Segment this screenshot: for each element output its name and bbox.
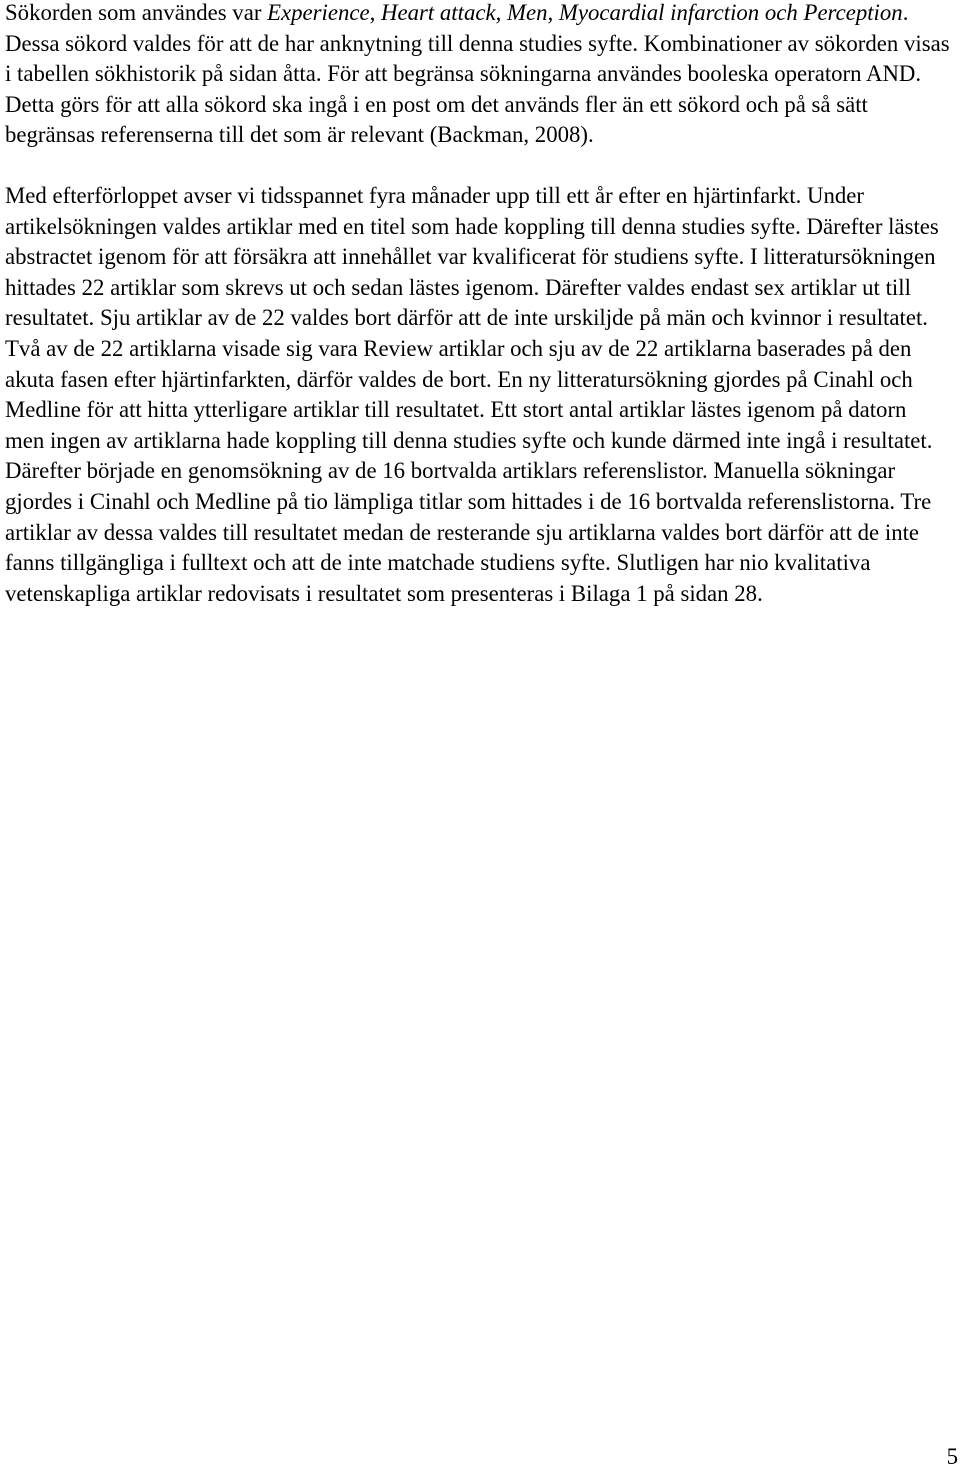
paragraph-search-terms [5, 0, 950, 151]
document-page [5, 0, 950, 609]
search-terms-italic: Experience, Heart attack, Men, Myocardial infarction och Perception [267, 0, 903, 25]
paragraph-article-selection: Med efterförloppet avser vi tidsspannet fyra månader upp till ett år efter en hjärtinfarkt. Under artikelsökningen valdes artiklar med en titel som hade koppling till denna studies syfte. Därefter lästes abstractet igenom för att försäkra att innehållet var kvalificerat för studiens syfte. I litteratursökningen hittades 22 artiklar som skrevs ut och sedan lästes igenom. Därefter valdes endast sex artiklar ut till resultatet. Sju artiklar av de 22 valdes bort därför att de inte urskiljde på män och kvinnor i resultatet. Två av de 22 artiklarna visade sig vara Review artiklar och sju av de 22 artiklarna baserades på den akuta fasen efter hjärtinfarkten, därför valdes de bort. En ny litteratursökning gjordes på Cinahl och Medline för att hitta ytterligare artiklar till resultatet. Ett stort antal artiklar lästes igenom på datorn men ingen av artiklarna hade koppling till denna studies syfte och kunde därmed inte ingå i resultatet. Därefter började en genomsökning av de 16 bortvalda artiklars referenslistor. Manuella sökningar gjordes i Cinahl och Medline på tio lämpliga titlar som hittades i de 16 bortvalda referenslistorna. Tre artiklar av dessa valdes till resultatet medan de resterande sju artiklarna valdes bort därför att de inte fanns tillgängliga i fulltext och att de inte matchade studiens syfte. Slutligen har nio kvalitativa vetenskapliga artiklar redovisats i resultatet som presenteras i Bilaga 1 på sidan 28. [5, 182, 939, 606]
paragraph-rest-text: . Dessa sökord valdes för att de har anknytning till denna studies syfte. Kombinationer av sökorden visas i tabellen sökhistorik på sidan åtta. För att begränsa sökningarna användes booleska operatorn AND. Detta görs för att alla sökord ska ingå i en post om det används fler än ett sökord och på så sätt begränsas referenserna till det som är relevant (Backman, 2008). [5, 0, 950, 148]
page-number: 5 [946, 1444, 958, 1469]
paragraph-intro-text: Sökorden som användes var [5, 0, 268, 25]
